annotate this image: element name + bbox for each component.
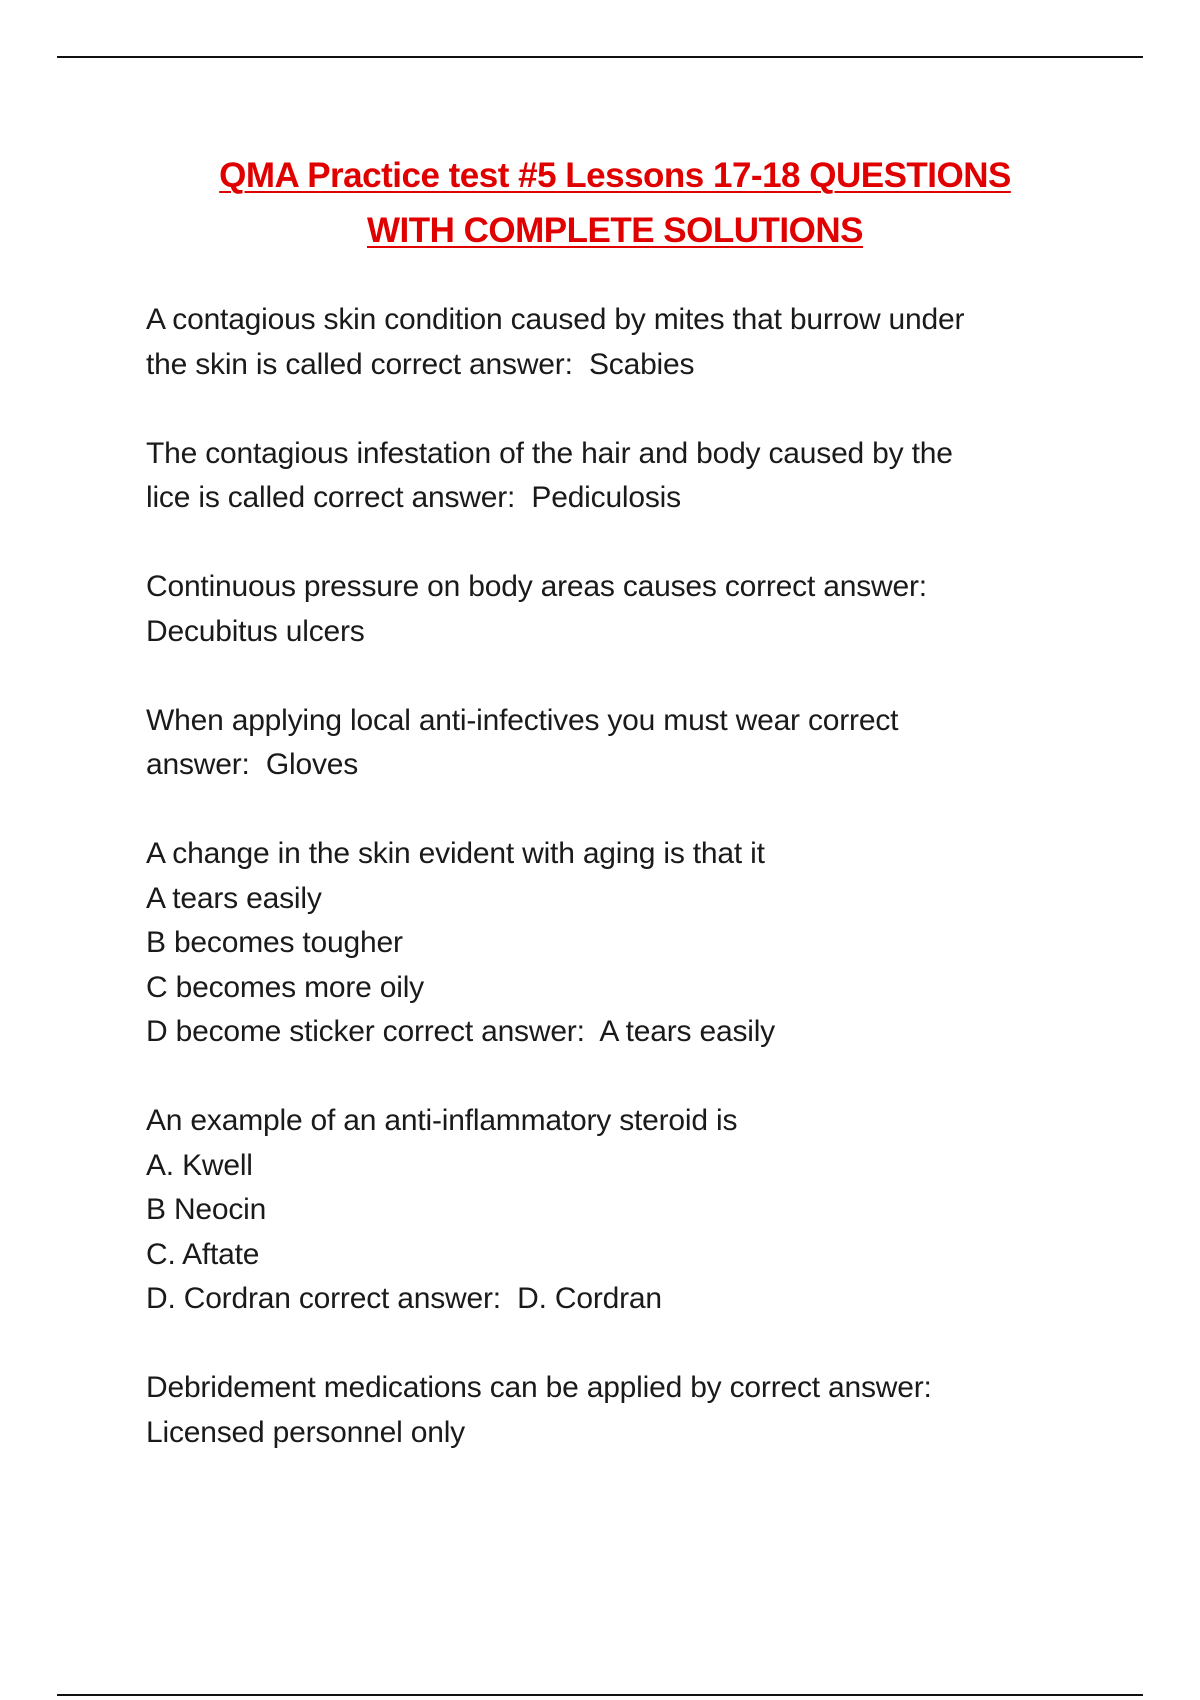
question-6: [146, 1099, 1106, 1322]
answer-option: A. Kwell: [146, 1148, 253, 1182]
title-line-2: WITH COMPLETE SOLUTIONS: [367, 211, 863, 250]
bottom-rule: [57, 1694, 1143, 1696]
question-text: answer: Gloves: [146, 748, 359, 781]
question-text: Licensed personnel only: [146, 1415, 465, 1449]
question-text: The contagious infestation of the hair and body caused by the: [146, 436, 953, 470]
answer-option: B Neocin: [146, 1193, 267, 1226]
question-text: A contagious skin condition caused by mites that burrow under: [146, 303, 965, 336]
answer-option: D become sticker correct answer: A tears easily: [146, 1015, 775, 1048]
question-2: [146, 432, 1106, 521]
question-7: [146, 1366, 1106, 1455]
question-text: When applying local anti-infectives you must wear correct: [146, 703, 899, 737]
question-text: lice is called correct answer: Pediculosis: [146, 481, 681, 514]
answer-option: C becomes more oily: [146, 970, 424, 1004]
question-text: Continuous pressure on body areas causes correct answer:: [146, 570, 927, 603]
answer-option: B becomes tougher: [146, 926, 403, 959]
question-text: An example of an anti-inflammatory steroid is: [146, 1104, 738, 1137]
question-text: Debridement medications can be applied by correct answer:: [146, 1371, 932, 1404]
document-title: [145, 148, 1085, 258]
question-3: [146, 565, 1106, 654]
answer-option: C. Aftate: [146, 1237, 260, 1271]
title-line-1: QMA Practice test #5 Lessons 17-18 QUESTIONS: [219, 156, 1011, 195]
document-body: [146, 298, 1106, 1500]
question-1: [146, 298, 1106, 387]
question-text: the skin is called correct answer: Scabies: [146, 347, 695, 381]
question-4: [146, 699, 1106, 788]
question-text: Decubitus ulcers: [146, 614, 365, 648]
question-text: A change in the skin evident with aging is that it: [146, 837, 765, 870]
question-5: [146, 832, 1106, 1055]
answer-option: D. Cordran correct answer: D. Cordran: [146, 1282, 662, 1315]
top-rule: [57, 56, 1143, 58]
answer-option: A tears easily: [146, 881, 322, 915]
